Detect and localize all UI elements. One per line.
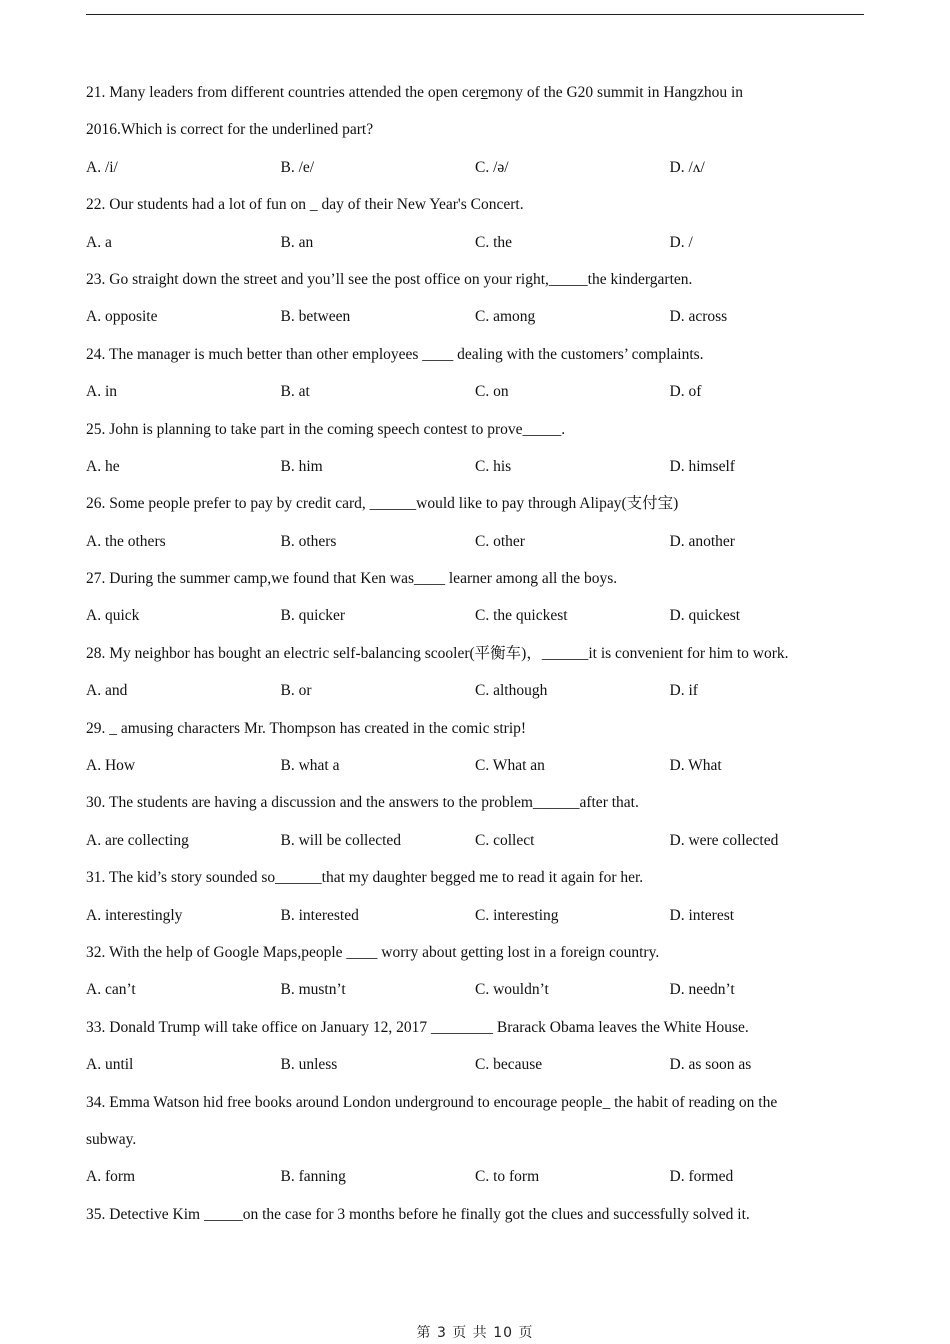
option-d: D. himself (669, 457, 735, 475)
option-c: C. to form (475, 1168, 540, 1186)
question-item (86, 784, 876, 859)
option-b: B. between (280, 308, 351, 326)
option-a: A. How (86, 757, 136, 775)
option-b: B. quicker (280, 607, 346, 625)
option-d: D. across (669, 308, 728, 326)
option-b: B. fanning (280, 1168, 346, 1186)
question-text: 31. The kid’s story sounded so______that my daughter begged me to read it again for her. (86, 869, 644, 887)
question-item (86, 411, 876, 486)
option-c: C. although (475, 682, 548, 700)
question-item (86, 485, 876, 560)
question-text: subway. (86, 1130, 137, 1148)
question-item (86, 186, 876, 261)
option-row (86, 373, 876, 410)
option-row (86, 822, 876, 859)
option-a: A. a (86, 233, 112, 251)
option-d: D. formed (669, 1168, 734, 1186)
option-c: C. What an (475, 757, 545, 775)
question-item (86, 74, 876, 186)
option-c: C. the (475, 233, 513, 251)
option-c: C. wouldn’t (475, 981, 549, 999)
option-c: C. interesting (475, 906, 559, 924)
question-item (86, 859, 876, 934)
question-item (86, 1009, 876, 1084)
option-a: A. the others (86, 532, 166, 550)
option-d: D. of (669, 383, 702, 401)
option-d: D. another (669, 532, 735, 550)
question-text: 29. _ amusing characters Mr. Thompson has created in the comic strip! (86, 719, 527, 737)
option-row (86, 1046, 876, 1083)
question-text: 35. Detective Kim _____on the case for 3 months before he finally got the clues and successfully solved it. (86, 1205, 750, 1223)
question-item (86, 934, 876, 1009)
option-a: A. can’t (86, 981, 136, 999)
option-row (86, 672, 876, 709)
option-c: C. his (475, 457, 512, 475)
question-text: 28. My neighbor has bought an electric self-balancing scooler(平衡车)，______it is convenient for him to work. (86, 644, 789, 662)
option-a: A. opposite (86, 308, 158, 326)
option-b: B. mustn’t (280, 981, 346, 999)
option-d: D. What (669, 757, 722, 775)
option-d: D. needn’t (669, 981, 735, 999)
option-c: C. /ə/ (475, 158, 509, 176)
question-list (86, 74, 876, 1233)
question-text: 34. Emma Watson hid free books around London underground to encourage people_ the habit of reading on the (86, 1093, 778, 1111)
option-row (86, 971, 876, 1008)
option-b: B. or (280, 682, 312, 700)
option-row (86, 224, 876, 261)
option-c: C. the quickest (475, 607, 568, 625)
header-rule (86, 14, 864, 15)
option-row (86, 597, 876, 634)
option-row (86, 1158, 876, 1195)
option-a: A. interestingly (86, 906, 183, 924)
option-d: D. quickest (669, 607, 741, 625)
question-text: 22. Our students had a lot of fun on _ day of their New Year's Concert. (86, 196, 524, 214)
question-text: 33. Donald Trump will take office on January 12, 2017 ________ Brarack Obama leaves the White House. (86, 1018, 749, 1036)
option-c: C. on (475, 383, 509, 401)
option-b: B. at (280, 383, 310, 401)
question-text: 32. With the help of Google Maps,people ____ worry about getting lost in a foreign country. (86, 943, 660, 961)
option-d: D. / (669, 233, 693, 251)
option-b: B. unless (280, 1056, 338, 1074)
question-text: 24. The manager is much better than other employees ____ dealing with the customers’ complaints. (86, 345, 704, 363)
question-item (86, 560, 876, 635)
option-row (86, 298, 876, 335)
option-c: C. collect (475, 831, 535, 849)
option-row (86, 448, 876, 485)
option-a: A. in (86, 383, 117, 401)
option-a: A. form (86, 1168, 136, 1186)
option-b: B. interested (280, 906, 359, 924)
option-d: D. interest (669, 906, 735, 924)
option-a: A. until (86, 1056, 134, 1074)
question-text: 25. John is planning to take part in the coming speech contest to prove_____. (86, 420, 566, 438)
option-a: A. /i/ (86, 158, 118, 176)
option-b: B. what a (280, 757, 340, 775)
option-d: D. as soon as (669, 1056, 752, 1074)
option-row (86, 897, 876, 934)
question-item (86, 635, 876, 710)
option-row (86, 523, 876, 560)
option-d: D. were collected (669, 831, 779, 849)
question-text: 2016.Which is correct for the underlined part? (86, 121, 374, 139)
question-text: 21. Many leaders from different countries attended the open ceremony of the G20 summit in Hangzhou in (86, 84, 743, 101)
option-b: B. will be collected (280, 831, 402, 849)
question-item (86, 336, 876, 411)
option-a: A. quick (86, 607, 140, 625)
question-item (86, 1084, 876, 1196)
option-a: A. and (86, 682, 128, 700)
question-text: 30. The students are having a discussion and the answers to the problem______after that. (86, 794, 639, 812)
option-row (86, 149, 876, 186)
option-row (86, 747, 876, 784)
question-item (86, 1196, 876, 1233)
option-a: A. are collecting (86, 831, 189, 849)
option-b: B. him (280, 457, 323, 475)
question-text: 26. Some people prefer to pay by credit card, ______would like to pay through Alipay(支付宝) (86, 495, 679, 513)
option-c: C. because (475, 1056, 543, 1074)
option-b: B. an (280, 233, 314, 251)
option-b: B. /e/ (280, 158, 315, 176)
option-b: B. others (280, 532, 337, 550)
option-d: D. if (669, 682, 698, 700)
option-a: A. he (86, 457, 120, 475)
question-text: 23. Go straight down the street and you’ll see the post office on your right,_____the kindergarten. (86, 270, 693, 288)
option-d: D. /ʌ/ (669, 158, 705, 176)
question-text: 27. During the summer camp,we found that Ken was____ learner among all the boys. (86, 570, 618, 588)
page-footer: 第 3 页 共 10 页 (416, 1325, 534, 1341)
question-item (86, 261, 876, 336)
option-c: C. other (475, 532, 525, 550)
question-item (86, 710, 876, 785)
option-c: C. among (475, 308, 536, 326)
